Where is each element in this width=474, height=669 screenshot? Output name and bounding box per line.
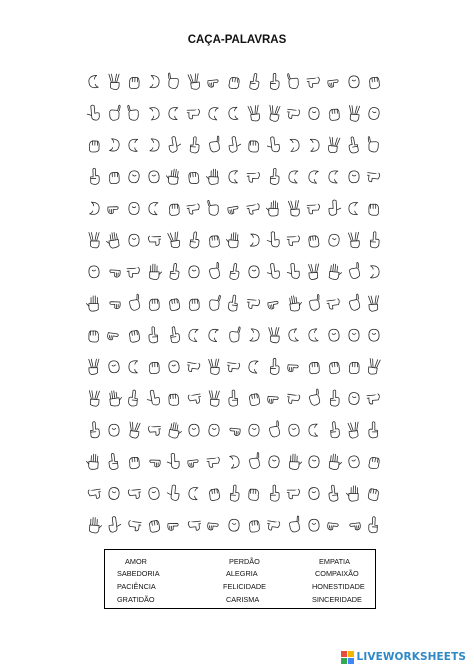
sign-letter xyxy=(189,299,199,310)
sign-letter xyxy=(308,456,319,469)
sign-letter xyxy=(328,329,339,342)
sign-letter xyxy=(250,329,260,342)
liveworksheets-wordmark: LIVEWORKSHEETS xyxy=(356,651,466,663)
page-title: CAÇA-PALAVRAS xyxy=(187,34,287,46)
sign-letter xyxy=(207,457,220,468)
sign-letter xyxy=(189,266,199,278)
sign-letter xyxy=(190,136,200,153)
sign-letter xyxy=(165,168,179,185)
sign-letter xyxy=(369,422,378,438)
sign-letter xyxy=(249,452,261,469)
sign-letter xyxy=(209,136,220,152)
sign-letter xyxy=(307,204,320,214)
sign-letter xyxy=(287,108,300,119)
sign-letter xyxy=(249,141,259,152)
sign-letter xyxy=(208,199,220,216)
sign-letter xyxy=(188,520,201,531)
sign-letter xyxy=(290,139,299,152)
sign-letter xyxy=(327,523,338,531)
sign-letter xyxy=(266,200,279,216)
sign-letter xyxy=(329,264,342,280)
sign-letter xyxy=(188,329,198,342)
sign-letter xyxy=(369,329,380,341)
sign-letter xyxy=(148,327,157,344)
sign-letter xyxy=(310,139,319,152)
sign-letter xyxy=(349,362,359,373)
sign-letter xyxy=(266,520,280,531)
sign-letter xyxy=(129,361,138,373)
sign-letter xyxy=(129,330,140,342)
sign-letter xyxy=(189,424,200,436)
sign-letter xyxy=(207,523,218,531)
sign-letter xyxy=(86,105,99,121)
sign-letter xyxy=(288,424,300,437)
sign-letter xyxy=(348,422,360,438)
sign-letter xyxy=(169,107,178,120)
sign-letter xyxy=(248,105,260,121)
sign-letter xyxy=(89,233,99,248)
sign-letter xyxy=(128,294,140,311)
sign-letter xyxy=(108,453,118,470)
sign-letter xyxy=(309,107,319,119)
sign-letter xyxy=(129,457,139,469)
sign-letter xyxy=(108,360,120,373)
sign-letter xyxy=(89,517,102,533)
sign-letter xyxy=(267,396,278,404)
sign-letter xyxy=(208,424,219,437)
sign-letter xyxy=(270,73,279,89)
sign-letter xyxy=(309,294,320,310)
sign-letter xyxy=(88,266,99,279)
sign-letter xyxy=(109,104,120,120)
sign-letter xyxy=(350,523,361,531)
sign-letter xyxy=(309,424,318,436)
word-list-item: PERDÃO xyxy=(229,557,260,566)
sign-letter xyxy=(346,486,358,502)
sign-letter xyxy=(129,203,139,215)
sign-letter xyxy=(90,202,100,215)
sign-letter xyxy=(289,295,303,312)
sign-letter xyxy=(229,326,240,342)
sign-letter xyxy=(169,204,179,215)
sign-letter xyxy=(228,206,240,215)
sign-letter xyxy=(208,107,218,120)
sign-letter xyxy=(89,391,100,407)
sign-letter xyxy=(329,109,339,121)
sign-letter xyxy=(369,516,378,533)
sign-letter xyxy=(328,234,340,247)
sign-letter xyxy=(371,266,380,278)
sign-letter xyxy=(368,489,379,501)
sign-letter xyxy=(328,170,337,183)
sign-letter xyxy=(247,172,260,182)
sign-letter xyxy=(309,519,320,531)
sign-letter xyxy=(348,294,360,311)
sign-letter xyxy=(127,267,140,277)
sign-letter xyxy=(248,424,259,437)
sign-letter xyxy=(349,329,359,341)
sign-letter xyxy=(208,262,220,279)
sign-letter xyxy=(287,236,300,246)
sign-letter xyxy=(270,168,279,185)
sign-letter xyxy=(369,296,380,312)
sign-letter xyxy=(88,75,98,88)
sign-letter xyxy=(109,270,120,278)
sign-letter xyxy=(167,484,180,500)
sign-letter xyxy=(309,264,320,280)
sign-letter xyxy=(128,170,140,183)
sign-letter xyxy=(129,77,139,88)
sign-letter xyxy=(109,424,120,436)
sign-letter xyxy=(150,139,160,152)
sign-letter xyxy=(108,207,119,214)
sign-letter xyxy=(146,389,160,406)
sign-letter xyxy=(348,455,360,468)
sign-letter xyxy=(208,80,219,88)
sign-letter xyxy=(348,262,360,279)
sign-letter xyxy=(228,107,238,120)
sign-letter xyxy=(267,232,279,248)
sign-letter xyxy=(288,365,299,372)
sign-letter xyxy=(368,457,379,470)
sign-letter xyxy=(330,421,340,438)
word-list-item: AMOR xyxy=(125,557,147,566)
sign-letter xyxy=(188,487,197,500)
sign-letter xyxy=(148,425,161,435)
sign-letter xyxy=(89,331,99,342)
sign-letter xyxy=(108,516,122,533)
sign-letter xyxy=(286,263,299,279)
sign-letter xyxy=(128,520,141,531)
sign-letter xyxy=(188,172,199,184)
sign-letter xyxy=(86,454,99,470)
sign-letter xyxy=(249,266,259,278)
sign-letter xyxy=(288,201,299,217)
sign-letter xyxy=(149,520,160,532)
sign-letter xyxy=(348,106,359,122)
sign-letter xyxy=(289,454,301,470)
sign-letter xyxy=(349,76,360,88)
sign-letter xyxy=(369,77,379,89)
sign-letter xyxy=(367,172,380,183)
sign-letter xyxy=(110,139,120,152)
sign-letter xyxy=(209,489,220,501)
sign-letter xyxy=(287,489,299,499)
sign-letter xyxy=(107,333,118,341)
sign-letter xyxy=(288,170,297,183)
sign-letter xyxy=(148,202,157,215)
sign-letter xyxy=(149,299,159,310)
sign-letter xyxy=(307,77,320,88)
sign-letter xyxy=(308,487,319,500)
sign-letter xyxy=(168,523,179,530)
sign-letter xyxy=(89,141,99,152)
sign-letter xyxy=(329,362,339,374)
sign-letter xyxy=(249,489,259,500)
sign-letter xyxy=(229,390,238,406)
sign-letter xyxy=(268,301,280,310)
sign-letter xyxy=(369,204,379,215)
word-list-box xyxy=(104,549,376,609)
sign-letter xyxy=(249,521,259,533)
sign-letter xyxy=(266,136,280,153)
sign-letter xyxy=(308,170,318,183)
sign-letter xyxy=(188,460,199,468)
sign-letter xyxy=(90,168,99,184)
word-list-item: GRATIDÃO xyxy=(117,595,155,604)
sign-letter xyxy=(168,422,182,439)
sign-letter xyxy=(370,232,379,248)
sign-letter xyxy=(128,422,140,439)
word-list-item: COMPAIXÃO xyxy=(315,569,359,578)
sign-letter xyxy=(349,171,359,183)
sign-letter xyxy=(229,171,238,183)
sign-letter xyxy=(230,263,241,280)
sign-letter xyxy=(168,360,180,373)
sign-letter xyxy=(150,264,162,280)
sign-letter xyxy=(266,263,280,280)
sign-letter xyxy=(206,169,218,185)
word-list-item: SINCERIDADE xyxy=(312,595,362,604)
sign-letter xyxy=(148,170,159,183)
sign-letter xyxy=(327,299,340,310)
sign-letter xyxy=(368,136,378,152)
sign-letter xyxy=(328,200,341,216)
sign-letter xyxy=(368,358,380,375)
sign-letter xyxy=(287,393,301,404)
sign-letter xyxy=(247,299,260,310)
sign-letter xyxy=(269,327,279,342)
sign-letter xyxy=(190,231,200,248)
liveworksheets-icon xyxy=(341,651,354,664)
word-list-item: HONESTIDADE xyxy=(312,582,365,591)
sign-letter xyxy=(105,232,119,249)
sign-letter xyxy=(270,485,279,501)
sign-letter xyxy=(248,360,258,373)
sign-letter xyxy=(228,294,238,311)
sign-letter xyxy=(149,362,159,373)
sign-letter xyxy=(349,202,358,214)
sign-letter xyxy=(109,172,119,183)
sign-letter xyxy=(348,136,359,153)
sign-letter xyxy=(169,299,180,311)
sign-letter xyxy=(308,329,318,342)
sign-letter xyxy=(348,232,359,248)
sign-letter xyxy=(230,455,240,468)
sign-letter xyxy=(188,393,202,405)
sign-letter xyxy=(150,460,161,467)
sign-letter xyxy=(247,203,261,214)
sign-letter xyxy=(328,80,339,88)
sign-letter xyxy=(289,516,301,533)
sign-letter xyxy=(148,487,160,500)
sign-letter xyxy=(128,390,138,407)
sign-letter xyxy=(228,519,239,532)
sign-letter xyxy=(209,294,221,311)
sign-letter xyxy=(169,326,180,343)
sign-letter xyxy=(109,390,123,407)
sign-letter xyxy=(268,421,280,438)
sign-letter xyxy=(249,394,260,406)
sign-letter-grid xyxy=(84,66,384,541)
sign-letter xyxy=(288,329,298,342)
sign-letter xyxy=(309,362,319,373)
sign-letter xyxy=(209,359,220,375)
word-list-item: ALEGRIA xyxy=(226,569,258,578)
sign-letter xyxy=(229,428,240,436)
word-list-item: EMPATIA xyxy=(319,557,350,566)
sign-letter xyxy=(186,362,200,373)
sign-letter xyxy=(150,107,160,120)
sign-letter xyxy=(228,136,242,153)
sign-letter xyxy=(230,485,239,502)
sign-letter xyxy=(328,485,338,502)
sign-letter xyxy=(268,105,280,121)
sign-letter xyxy=(227,362,240,373)
sign-letter xyxy=(329,454,342,470)
sign-letter xyxy=(308,389,320,406)
sign-letter xyxy=(348,392,359,405)
sign-letter xyxy=(368,107,380,120)
sign-letter xyxy=(109,487,120,499)
word-list-item: CARISMA xyxy=(226,595,260,604)
sign-letter xyxy=(168,73,178,89)
sign-letter xyxy=(250,234,259,247)
word-list-item: FELICIDADE xyxy=(223,582,266,591)
sign-letter xyxy=(208,329,218,342)
sign-letter xyxy=(89,359,99,374)
sign-letter xyxy=(167,453,179,469)
sign-letter xyxy=(367,394,380,405)
word-list-item: SABEDORIA xyxy=(117,569,160,578)
sign-letter xyxy=(128,104,140,121)
sign-letter xyxy=(188,74,200,90)
sign-letter xyxy=(88,488,102,499)
sign-letter xyxy=(129,139,138,151)
sign-grid-svg xyxy=(84,66,384,541)
sign-letter xyxy=(110,302,121,309)
sign-letter xyxy=(229,77,240,89)
sign-letter xyxy=(169,394,179,406)
sign-letter xyxy=(109,74,119,89)
sign-letter xyxy=(268,455,280,468)
sign-letter xyxy=(226,232,239,248)
sign-letter xyxy=(209,236,219,248)
sign-letter xyxy=(168,232,180,249)
sign-letter xyxy=(287,73,299,90)
sign-letter xyxy=(331,390,340,406)
sign-letter xyxy=(128,489,141,500)
sign-letter xyxy=(129,234,139,246)
sign-letter xyxy=(270,358,279,374)
liveworksheets-logo xyxy=(341,649,466,665)
sign-letter xyxy=(148,236,161,246)
sign-letter xyxy=(308,235,319,247)
sign-letter xyxy=(187,109,199,119)
word-list-item: PACIÊNCIA xyxy=(117,582,156,591)
sign-letter xyxy=(170,263,180,280)
sign-letter xyxy=(90,421,100,438)
sign-letter xyxy=(168,136,182,153)
sign-letter xyxy=(150,75,160,88)
sign-letter xyxy=(328,137,340,153)
sign-letter xyxy=(86,296,98,311)
sign-letter xyxy=(209,391,220,407)
sign-letter xyxy=(187,204,200,215)
sign-letter xyxy=(249,73,260,90)
